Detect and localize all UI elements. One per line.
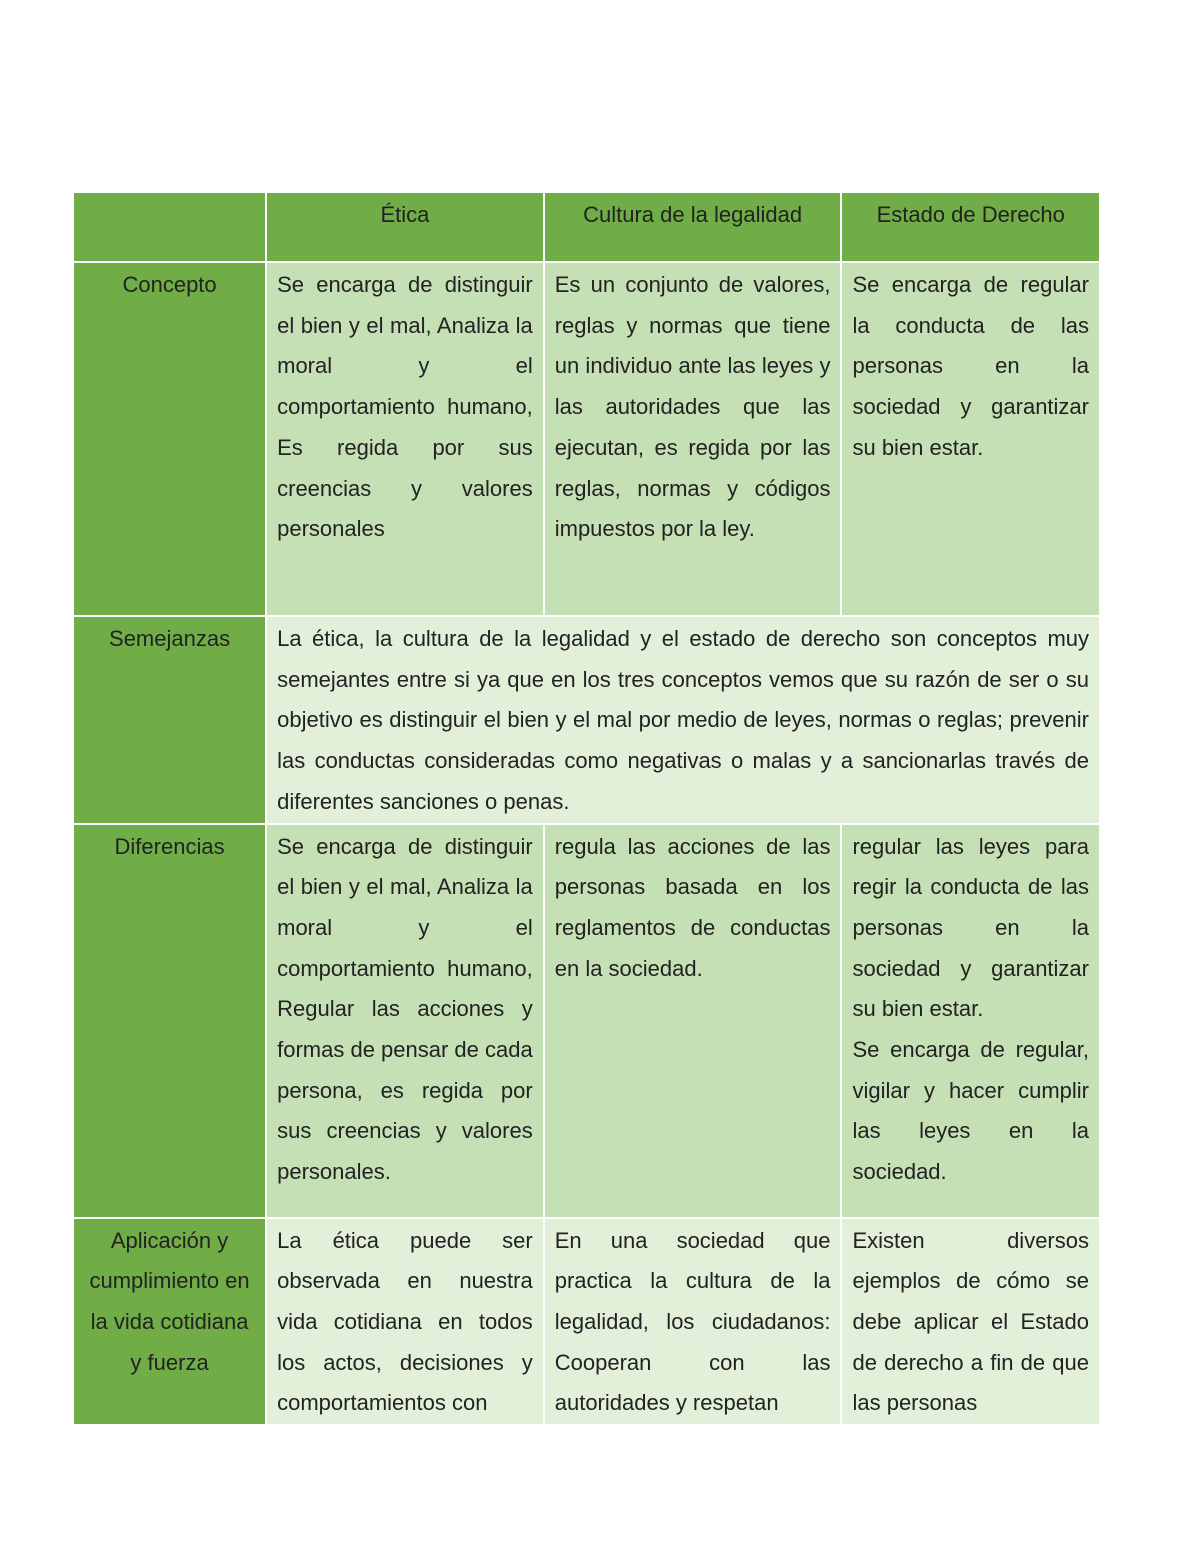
table-row-diferencias: [73, 824, 1100, 1218]
cell-concepto-estado: Se encarga de regular la conducta de las personas en la sociedad y garantizar su bien estar.: [841, 262, 1100, 616]
header-etica: Ética: [266, 192, 544, 262]
cell-concepto-cultura: Es un conjunto de valores, reglas y normas que tiene un individuo ante las leyes y las autoridades que las ejecutan, es regida por las reglas, normas y códigos impuestos por la ley.: [544, 262, 842, 616]
cell-diferencias-etica: Se encarga de distinguir el bien y el mal, Analiza la moral y el comportamiento humano, Regular las acciones y formas de pensar de cada persona, es regida por sus creencias y valores personales.: [266, 824, 544, 1218]
row-label-diferencias: Diferencias: [73, 824, 266, 1218]
diferencias-estado-paragraph-1: regular las leyes para regir la conducta de las personas en la sociedad y garantizar su bien estar.: [852, 833, 1089, 1022]
table-row-concepto: [73, 262, 1100, 616]
row-label-aplicacion: Aplicación y cumplimiento en la vida cotidiana y fuerza: [73, 1218, 266, 1426]
cell-aplicacion-estado: Existen diversos ejemplos de cómo se debe aplicar el Estado de derecho a fin de que las personas: [841, 1218, 1100, 1426]
row-label-concepto: Concepto: [73, 262, 266, 616]
table-row-semejanzas: [73, 616, 1100, 824]
cell-aplicacion-etica: La ética puede ser observada en nuestra vida cotidiana en todos los actos, decisiones y comportamientos con: [266, 1218, 544, 1426]
table-row-aplicacion: [73, 1218, 1100, 1426]
comparison-table: [72, 191, 1101, 1426]
header-row: [73, 192, 1100, 262]
header-cultura-legalidad: Cultura de la legalidad: [544, 192, 842, 262]
cell-semejanzas: La ética, la cultura de la legalidad y el estado de derecho son conceptos muy semejantes entre si ya que en los tres conceptos vemos que su razón de ser o su objetivo es distinguir el bien y el mal por medio de leyes, normas o reglas; prevenir las conductas consideradas como negativas o malas y a sancionarlas través de diferentes sanciones o penas.: [266, 616, 1100, 824]
cell-aplicacion-cultura: En una sociedad que practica la cultura de la legalidad, los ciudadanos: Cooperan con las autoridades y respetan: [544, 1218, 842, 1426]
diferencias-estado-paragraph-2: Se encarga de regular, vigilar y hacer cumplir las leyes en la sociedad.: [852, 1037, 1089, 1185]
cell-diferencias-estado: [841, 824, 1100, 1218]
cell-diferencias-cultura: regula las acciones de las personas basada en los reglamentos de conductas en la sociedad.: [544, 824, 842, 1218]
row-label-semejanzas: Semejanzas: [73, 616, 266, 824]
cell-concepto-etica: Se encarga de distinguir el bien y el mal, Analiza la moral y el comportamiento humano, Es regida por sus creencias y valores personales: [266, 262, 544, 616]
header-estado-derecho: Estado de Derecho: [841, 192, 1100, 262]
header-empty: [73, 192, 266, 262]
